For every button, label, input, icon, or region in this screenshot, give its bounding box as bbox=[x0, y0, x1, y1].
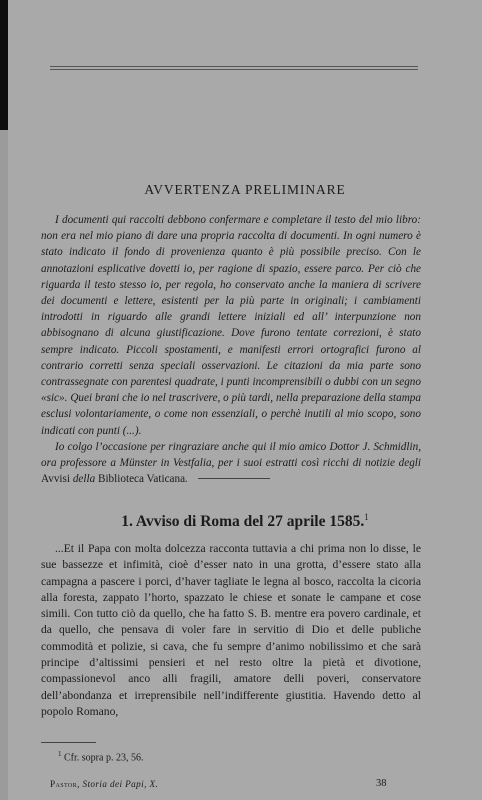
footnote bbox=[58, 750, 143, 763]
avvisi-term: Avvisi bbox=[41, 473, 71, 486]
footnote-rule bbox=[41, 742, 96, 743]
document-title bbox=[8, 512, 482, 531]
footer-author: Pastor, bbox=[50, 779, 80, 789]
footer-work-title: Storia dei Papi, X. bbox=[82, 779, 159, 789]
body-paragraph: ...Et il Papa con molta dolcezza racconta tuttavia a chi prima non lo disse, le sue bassezze et infimità, cioè d’esser nato in una grotta, d’essere stato alla campagna a pascere i porci, d’haver tagliate le legna al bosco, raccolta la cicoria alla foresta, zappato l’horto, spazzato le chiese et sonate le campane et cose simili. Con tutto ciò da quello, che ha fatto S. B. mentre era povero cardinale, et da quello, che pensava di voler fare in servitio di Dio et delle publiche commodità et polizie, si cava, che fu sempre d’animo nobilissimo et che sarà principe d’altissimi pensieri et nel resto oltre la pietà et divotione, compassionevol anco alli fragili, amatore delli poveri, conservatore dell’abondanza et irreprensibile nell’indifferente giustitia. Havendo detto al popolo Romano, bbox=[41, 542, 421, 718]
preface-heading: AVVERTENZA PRELIMINARE bbox=[144, 182, 346, 197]
footnote-mark: 1 bbox=[58, 750, 62, 758]
scan-edge-shadow bbox=[0, 0, 8, 130]
top-rule bbox=[50, 66, 418, 67]
preface-paragraph-2-text: Io colgo l’occasione per ringraziare anche qui il mio amico Dottor J. Schmidlin, ora professore a Münster in Vestfalia, per i suoi estratti così ricchi di notizie degli bbox=[41, 440, 421, 470]
footnote-reference: 1 bbox=[364, 512, 369, 522]
running-footer bbox=[50, 779, 158, 789]
document-title-text: 1. Avviso di Roma del 27 aprile 1585. bbox=[121, 513, 365, 531]
sic-mark: sic bbox=[46, 392, 60, 405]
library-name: Biblioteca Vaticana bbox=[97, 473, 186, 486]
top-rule-second bbox=[50, 69, 418, 70]
preface-paragraph-2 bbox=[41, 439, 421, 488]
preface-final-period: . bbox=[185, 473, 188, 486]
preface-paragraph-1-end: ». Quei brani che io nel trascrivere, o più tardi, nella preparazione della stampa esclusi volontariamente, o come non essenziali, o perchè inutili al mio scopo, sono indicati con punti (...). bbox=[41, 392, 421, 437]
preface-connector: della bbox=[72, 473, 96, 486]
footnote-text: Cfr. sopra p. 23, 56. bbox=[64, 752, 144, 764]
section-divider bbox=[198, 478, 270, 479]
book-page bbox=[8, 0, 482, 800]
page-number: 38 bbox=[376, 778, 387, 789]
preface-paragraph-1-text: I documenti qui raccolti debbono confermare e completare il testo del mio libro: non era nel mio piano di dare una propria raccolta di documenti. In ogni numero è stato indicato il fondo di provenienza quanto è più possibile preciso. Con le annotazioni esplicative dovetti io, per ragione di spazio, essere parco. Per ciò che riguarda il testo stesso io, per regola, ho conservato anche la maniera di scrivere dei documenti e lettere, esistenti per la più parte in originali; i cambiamenti introdotti in riguardo alle grandi lettere iniziali ed all’ interpunzione non abbisognano di alcuna giustificazione. Dove furono tentate correzioni, è stato sempre indicato. Piccoli spostamenti, e manifesti errori ortografici furono al contrario corretti senza speciali osservazioni. Le citazioni da mia parte sono contrassegnate con parentesi quadrate, i punti incomprensibili o dubbi con un segno « bbox=[41, 214, 421, 405]
preface-paragraph-1 bbox=[41, 212, 421, 439]
document-body bbox=[41, 541, 421, 720]
scan-edge bbox=[0, 130, 8, 800]
preface-text bbox=[41, 212, 421, 487]
